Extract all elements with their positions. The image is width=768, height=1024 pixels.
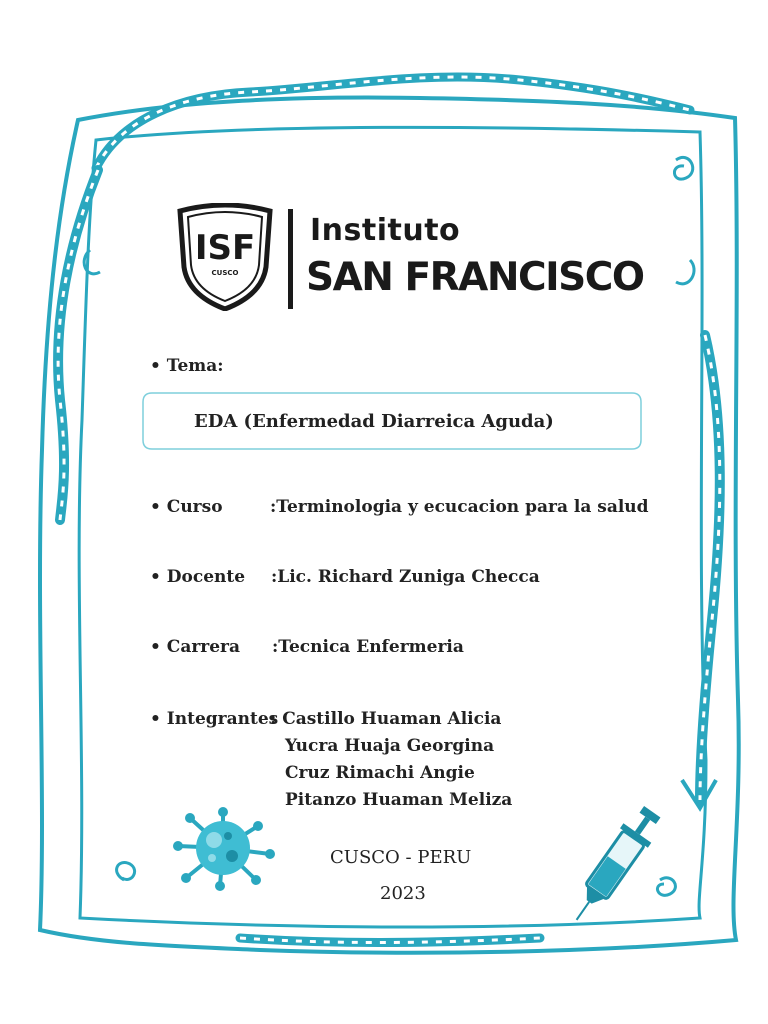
- institute-logo: [176, 203, 644, 313]
- member-item: Pitanzo Huaman Meliza: [285, 790, 513, 810]
- logo-divider: [288, 209, 293, 309]
- syringe-icon: [560, 800, 670, 930]
- footer-year: 2023: [380, 883, 426, 904]
- member-item: Cruz Rimachi Angie: [285, 763, 475, 783]
- tema-value: EDA (Enfermedad Diarreica Aguda): [194, 411, 554, 432]
- curso-label: • Curso: [150, 497, 223, 517]
- logo-line2: SAN FRANCISCO: [306, 255, 644, 300]
- carrera-value: :Tecnica Enfermeria: [272, 637, 464, 657]
- virus-icon: [168, 806, 278, 891]
- shield-icon: [176, 203, 274, 311]
- logo-badge: ISF: [194, 228, 256, 268]
- logo-badge-sub: CUSCO: [211, 269, 239, 277]
- member-item: Yucra Huaja Georgina: [285, 736, 495, 756]
- docente-value: :Lic. Richard Zuniga Checca: [271, 567, 540, 587]
- curso-value: :Terminologia y ecucacion para la salud: [270, 497, 649, 517]
- member-item: : Castillo Huaman Alicia: [270, 709, 502, 729]
- tema-label: • Tema:: [150, 356, 224, 376]
- logo-line1: Instituto: [310, 213, 461, 248]
- docente-label: • Docente: [150, 567, 246, 587]
- integrantes-label: • Integrantes: [150, 709, 279, 729]
- carrera-label: • Carrera: [150, 637, 241, 657]
- footer-place: CUSCO - PERU: [330, 847, 472, 868]
